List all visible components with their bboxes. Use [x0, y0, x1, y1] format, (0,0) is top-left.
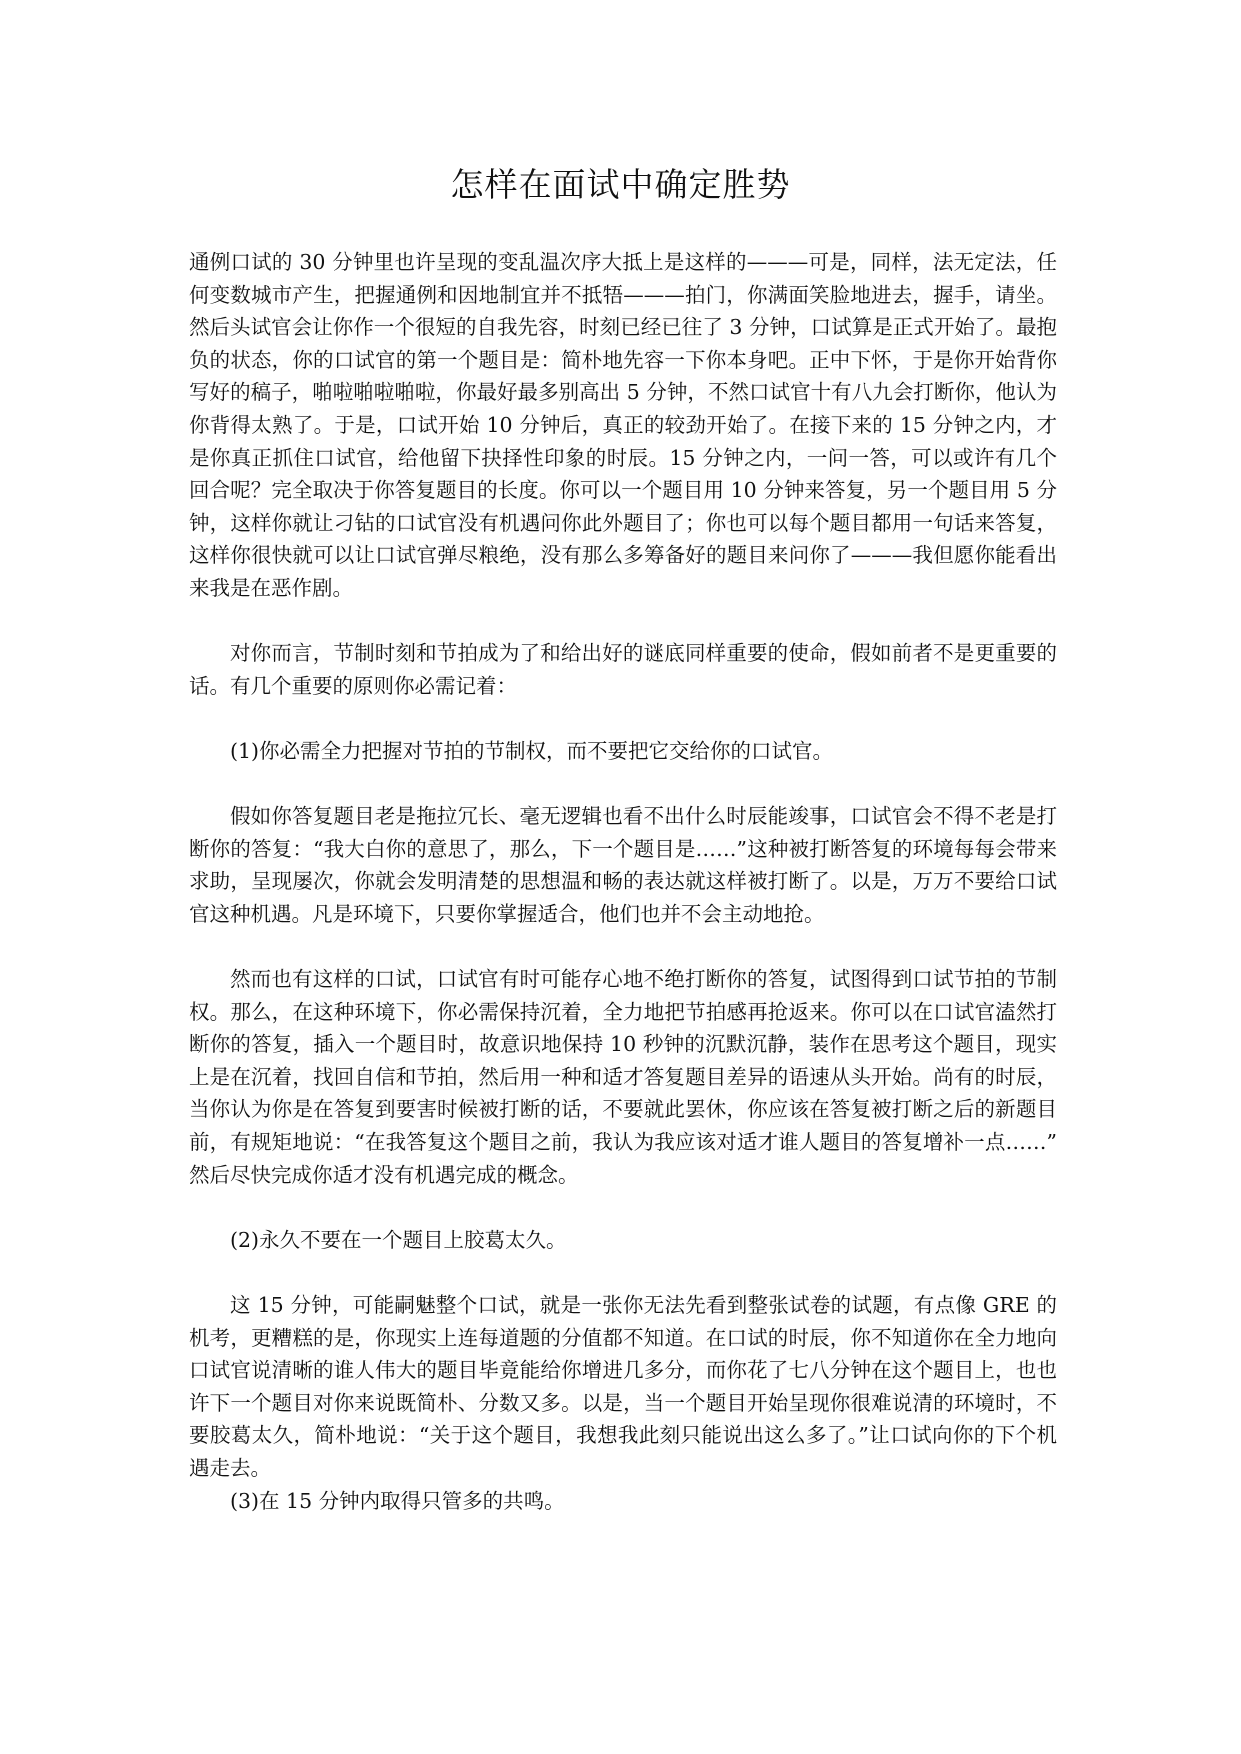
principle-2-heading: (2)永久不要在一个题目上胶葛太久。 [230, 1227, 567, 1252]
paragraph-principle-2: 这 15 分钟，可能嗣魅整个口试，就是一张你无法先看到整张试卷的试题，有点像 GRE 的机考，更糟糕的是，你现实上连每道题的分值都不知道。在口试的时辰，你不知道你在全力地向口试官说清晰的谁人伟大的题目毕竟能给你增进几多分，而你花了七八分钟在这个题目上，也也许下一个题目对你来说既简朴、分数又多。以是，当一个题目开始呈现你很难说清的环境时，不要胶葛太久，简朴地说：“关于这个题目，我想我此刻只能说出这么多了。”让口试向你的下个机遇走去。 [189, 1293, 1057, 1480]
document-title: 怎样在面试中确定胜势 [450, 165, 791, 204]
paragraph-pacing: 对你而言，节制时刻和节拍成为了和给出好的谜底同样重要的使命，假如前者不是更重要的话。有几个重要的原则你必需记着： [189, 641, 1057, 698]
principle-3-heading: (3)在 15 分钟内取得只管多的共鸣。 [230, 1488, 565, 1513]
paragraph-principle-1-a: 假如你答复题目老是拖拉冗长、毫无逻辑也看不出什么时辰能竣事，口试官会不得不老是打断你的答复：“我大白你的意思了，那么，下一个题目是……”这种被打断答复的环境每每会带来求助，呈现屡次，你就会发明清楚的思想温和畅的表达就这样被打断了。以是，万万不要给口试官这种机遇。凡是环境下，只要你掌握适合，他们也并不会主动地抢。 [189, 804, 1057, 926]
paragraph-intro: 通例口试的 30 分钟里也许呈现的变乱温次序大抵上是这样的———可是，同样，法无定法，任何变数城市产生，把握通例和因地制宜并不抵牾———拍门，你满面笑脸地进去，握手，请坐。然后头试官会让你作一个很短的自我先容，时刻已经已往了 3 分钟，口试算是正式开始了。最抱负的状态，你的口试官的第一个题目是：简朴地先容一下你本身吧。正中下怀，于是你开始背你写好的稿子，啪啦啪啦啪啦，你最好最多别高出 5 分钟，不然口试官十有八九会打断你，他认为你背得太熟了。于是，口试开始 10 分钟后，真正的较劲开始了。在接下来的 15 分钟之内，才是你真正抓住口试官，给他留下抉择性印象的时辰。15 分钟之内，一问一答，可以或许有几个回合呢？完全取决于你答复题目的长度。你可以一个题目用 10 分钟来答复，另一个题目用 5 分钟，这样你就让刁钻的口试官没有机遇问你此外题目了；你也可以每个题目都用一句话来答复，这样你很快就可以让口试官弹尽粮绝，没有那么多筹备好的题目来问你了———我但愿你能看出来我是在恶作剧。 [189, 250, 1057, 600]
document-body [189, 246, 1057, 1517]
principle-1-heading: (1)你必需全力把握对节拍的节制权，而不要把它交给你的口试官。 [230, 738, 834, 763]
paragraph-principle-1-b: 然而也有这样的口试，口试官有时可能存心地不绝打断你的答复，试图得到口试节拍的节制权。那么，在这种环境下，你必需保持沉着，全力地把节拍感再抢返来。你可以在口试官溘然打断你的答复，插入一个题目时，故意识地保持 10 秒钟的沉默沉静，装作在思考这个题目，现实上是在沉着，找回自信和节拍，然后用一种和适才答复题目差异的语速从头开始。尚有的时辰，当你认为你是在答复到要害时候被打断的话，不要就此罢休，你应该在答复被打断之后的新题目前，有规矩地说：“在我答复这个题目之前，我认为我应该对适才谁人题目的答复增补一点……”然后尽快完成你适才没有机遇完成的概念。 [189, 967, 1057, 1187]
